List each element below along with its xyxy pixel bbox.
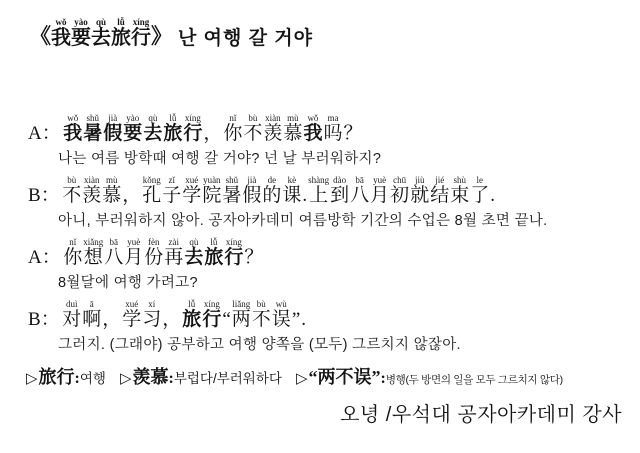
vocab-list (26, 363, 640, 389)
chinese-sentence (28, 238, 640, 268)
title-close-bracket: 》 (151, 24, 172, 48)
vocab-item-both-no-fail (296, 363, 563, 389)
vocab-item-envy (120, 363, 282, 389)
korean-translation: 아니, 부러워하지 않아. 공자아카데미 여름방학 기간의 수업은 8월 초면 끝나. (58, 212, 548, 229)
speaker-colon: ： (40, 184, 60, 206)
speaker-label: B (28, 184, 41, 206)
chinese-sentence (28, 300, 640, 330)
vocab-word: 羡慕 (132, 366, 169, 387)
hanzi-pinyin-run: 对duì啊ā， 学xué习xí， 旅lǚ行xíng“ 两liǎng不bù误wù” . (62, 298, 306, 330)
title-open-bracket: 《 (30, 24, 51, 48)
page-title (30, 18, 640, 50)
triangle-bullet-icon: ▷ (295, 370, 308, 387)
speaker-label: B (28, 308, 41, 330)
vocab-korean: 여행 (79, 370, 106, 386)
vocab-colon: : (168, 369, 174, 387)
korean-translation: 그러지. (그래야) 공부하고 여행 양쪽을 (모두) 그르치지 않잖아. (58, 336, 461, 353)
korean-translation: 나는 여름 방학때 여행 갈 거야? 넌 날 부러워하지? (58, 150, 382, 167)
title-korean: 난 여행 갈 거야 (178, 28, 313, 49)
dialog-line-b1 (28, 176, 640, 230)
hanzi-pinyin-run: 你nǐ想xiǎng八bā月yuè份fèn再zài去qù旅lǚ行xíng？ (63, 236, 264, 268)
speaker-colon: ： (41, 246, 61, 268)
vocab-colon: : (380, 369, 386, 387)
speaker-label: A (28, 246, 42, 268)
chinese-sentence (28, 176, 640, 206)
triangle-bullet-icon: ▷ (119, 370, 132, 387)
chinese-sentence (28, 114, 640, 144)
hanzi-pinyin-run: 不bù羡xiàn慕mù， 孔kǒng子zǐ学xué院yuàn暑shǔ假jià的de课kè. 上shàng到dào八bā月yuè初chū就jiù结jié束shù了le. (62, 174, 495, 206)
dialog-line-a1 (28, 114, 640, 168)
speaker-colon: ： (41, 123, 61, 144)
triangle-bullet-icon: ▷ (26, 370, 38, 387)
title-hanzi-ruby: 我wǒ要yào去qù旅lǚ行xíng (51, 17, 151, 49)
vocab-word: 旅行 (38, 366, 75, 387)
vocab-item-travel (26, 363, 106, 389)
dialog-line-a2 (28, 238, 640, 292)
vocab-korean: 부럽다/부러워하다 (173, 370, 282, 386)
dialog-line-b2 (28, 300, 640, 354)
vocab-korean: 병행(두 방면의 일을 모두 그르치지 않다) (385, 373, 563, 386)
vocab-word: “两不误” (308, 366, 381, 387)
hanzi-pinyin-run: 我wǒ暑shǔ假jià要yào去qù旅lǚ行xíng， 你nǐ不bù羡xiàn慕mù我wǒ吗ma？ (63, 113, 363, 144)
dialog-section (28, 114, 640, 354)
korean-translation: 8월달에 여행 가려고? (58, 274, 198, 291)
speaker-colon: ： (40, 308, 60, 330)
vocab-colon: : (74, 369, 80, 387)
author-credit: 오녕 /우석대 공자아카데미 강사 (340, 403, 622, 426)
speaker-label: A (28, 123, 42, 144)
